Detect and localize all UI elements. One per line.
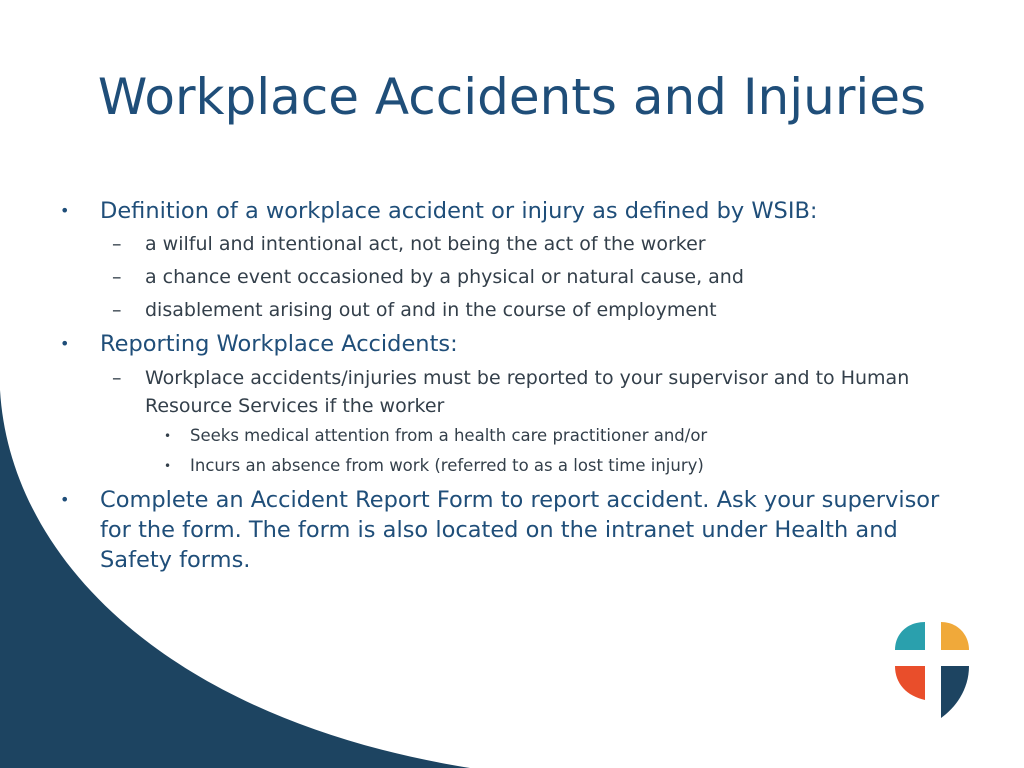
sub-bullet-chance-event: [60, 263, 960, 291]
bullet-marker: •: [164, 429, 172, 443]
slide-body: [60, 196, 960, 575]
sub-bullet-text: Workplace accidents/injuries must be reported to your supervisor and to Human Resource Services if the worker: [145, 367, 910, 417]
bullet-text: Complete an Accident Report Form to report accident. Ask your supervisor for the form. The form is also located on the intranet under Health and Safety forms.: [100, 487, 940, 573]
sub-bullet-text: a chance event occasioned by a physical or natural cause, and: [145, 266, 744, 288]
bullet-marker: •: [60, 334, 70, 353]
dash-marker: –: [112, 233, 122, 255]
bullet-reporting: [60, 329, 960, 359]
dash-marker: –: [112, 299, 122, 321]
dash-marker: –: [112, 367, 122, 389]
slide-title: Workplace Accidents and Injuries: [97, 68, 927, 126]
sub-bullet-text: a wilful and intentional act, not being the act of the worker: [145, 233, 706, 255]
bullet-definition: [60, 196, 960, 226]
sub-sub-bullet-text: Incurs an absence from work (referred to as a lost time injury): [190, 456, 704, 475]
bullet-accident-form: [60, 485, 960, 575]
organization-cross-logo-icon: [893, 620, 973, 720]
sub-sub-bullet-text: Seeks medical attention from a health care practitioner and/or: [190, 426, 708, 445]
sub-bullet-text: disablement arising out of and in the course of employment: [145, 299, 717, 321]
sub-sub-bullet-medical: [60, 422, 960, 450]
bullet-text: Definition of a workplace accident or injury as defined by WSIB:: [100, 198, 818, 224]
bullet-text: Reporting Workplace Accidents:: [100, 331, 458, 357]
sub-bullet-must-report: [60, 364, 960, 420]
bullet-marker: •: [60, 490, 70, 509]
dash-marker: –: [112, 266, 122, 288]
bullet-marker: •: [164, 459, 172, 473]
bullet-marker: •: [60, 201, 70, 220]
sub-sub-bullet-absence: [60, 452, 960, 480]
sub-bullet-wilful-act: [60, 230, 960, 258]
sub-bullet-disablement: [60, 296, 960, 324]
